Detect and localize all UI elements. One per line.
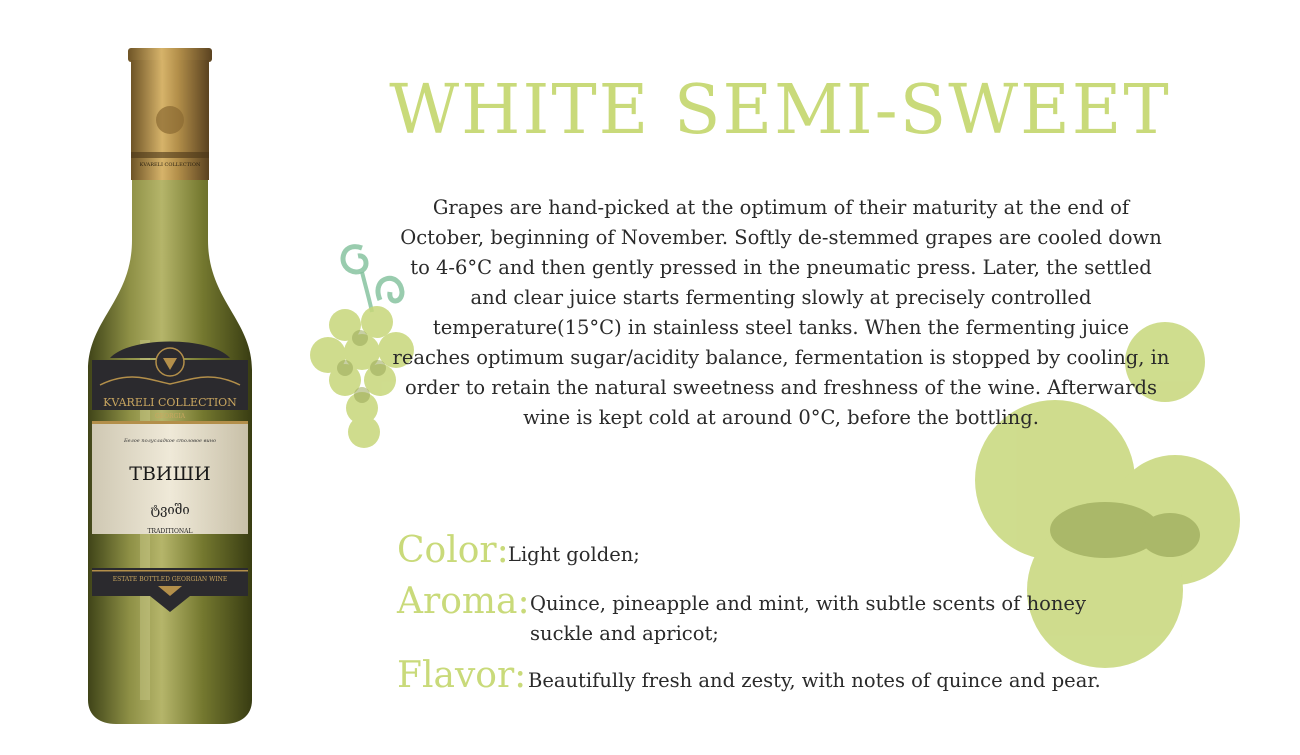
bottle-wine-name-georgian: ტვიში	[150, 503, 190, 518]
bottle-style-text: TRADITIONAL	[147, 528, 193, 535]
color-label: Color:	[397, 530, 509, 571]
aroma-value: Quince, pineapple and mint, with subtle scents of honey suckle and apricot;	[530, 592, 1086, 645]
wine-description: Grapes are hand-picked at the optimum of their maturity at the end of October, beginning of November. Softly de-stemmed grapes are cooled down to 4-6°C and then gently pressed in the pneumatic press. Later, the settled and clear juice starts fermenting slowly at precisely controlled temperature(15°C) in stainless steel tanks. When the fermenting juice reaches optimum sugar/acidity balance, fermentation is stopped by cooling, in order to retain the natural sweetness and freshness of the wine. Afterwards wine is kept cold at around 0°C, before the bottling.	[392, 196, 1170, 429]
wine-bottle-image	[70, 40, 270, 730]
page-title: WHITE SEMI-SWEET	[389, 71, 1171, 150]
bottle-wine-name: ТВИШИ	[129, 463, 211, 485]
bottle-type-text: Белое полусладкое столовое вино	[123, 438, 217, 444]
flavor-label: Flavor:	[397, 655, 527, 696]
bottle-band-text: ESTATE BOTTLED GEORGIAN WINE	[112, 576, 228, 583]
bottle-brand-text: KVARELI COLLECTION	[103, 396, 237, 409]
color-value: Light golden;	[508, 543, 640, 566]
flavor-value: Beautifully fresh and zesty, with notes of quince and pear.	[528, 669, 1101, 692]
bottle-region-text: GEORGIA	[154, 413, 186, 420]
neck-text: KVARELI COLLECTION	[139, 162, 201, 168]
aroma-label: Aroma:	[397, 581, 530, 622]
